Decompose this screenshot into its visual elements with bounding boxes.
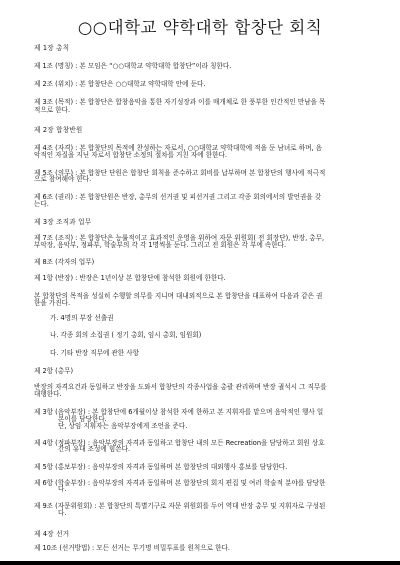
paragraph-line: 대행한다. xyxy=(34,390,62,398)
paragraph-line: 다. xyxy=(58,509,67,517)
chapter-heading: 제 1장 총칙 xyxy=(34,44,70,52)
paragraph-line: 제 2조 (위치) : 본 합창단은 ○○대학교 약학대학 안에 둔다. xyxy=(34,80,206,88)
paragraph-line: 다. xyxy=(58,485,67,493)
paragraph-line: 간의 유대 조성에 힘쓴다. xyxy=(58,445,131,453)
paragraph-line: 제 2항 (총무) xyxy=(34,367,74,375)
list-item: 가. 4명의 부장 선출권 xyxy=(50,314,114,322)
paragraph-line: 는다. xyxy=(34,200,49,208)
page-bottom-border xyxy=(0,561,400,565)
document-title: ○○대학교 약학대학 합창단 회칙 xyxy=(77,18,323,37)
paragraph-line: 제 9조 (자문위원회) : 본 합창단의 특별기구로 자문 위원회를 두어 역대 반장 총무 및 지휘자로 구성된 xyxy=(34,502,326,510)
list-item: 나. 각종 회의 소집권 ( 정기 총회, 임시 총회, 임원회) xyxy=(50,331,202,339)
chapter-heading: 제 2장 합창반원 xyxy=(34,126,83,134)
paragraph-line: 제 5항 (홍보부장) : 음악부장의 자격과 동일하며 본 합창단의 대외행사 홍보를 담당한다. xyxy=(34,463,288,471)
chapter-heading: 제 3장 조직과 업무 xyxy=(34,218,92,226)
paragraph-line: 한을 가진다. xyxy=(34,299,71,307)
list-item: 다. 기타 반장 직무에 관한 사항 xyxy=(50,349,140,357)
paragraph-line: 본 합창단의 목적을 성실히 수행할 의무를 지니며 대내외적으로 본 합창단을 대표하여 다음과 같은 권 xyxy=(34,292,323,300)
paragraph-line: 제 1조 (명칭) : 본 모임은 “○○대학교 약학대학 합창단”이라 칭한다. xyxy=(34,62,232,70)
paragraph-line: 제 7조 (조직) : 본 합창단은 능률적이고 효과적인 운영을 위하여 자문 위원회( 전 회장단), 반장, 총무, xyxy=(34,234,325,242)
paragraph-line: 적으로 한다. xyxy=(34,106,71,114)
chapter-heading: 제 4장 선거 xyxy=(34,530,70,538)
paragraph-line: 단, 상임 지휘자는 음악부장에게 조언을 준다. xyxy=(58,422,188,430)
paragraph-line: 제 5조 (의무) : 본 합창단 단원은 합창단 회칙을 준수하고 회비를 납부하며 본 합창단의 행사에 적극적 xyxy=(34,169,326,177)
paragraph-line: 제 3항 (음악부장) : 본 합창단에 6개월이상 참석한 자에 한하고 본 지휘자를 맡으며 음악적인 행사 일 xyxy=(34,408,324,416)
paragraph-line: 제 8조 (각자의 업무) xyxy=(34,258,95,266)
paragraph-line: 제 6조 (권리) : 본 합창단원은 반장, 총무의 선거권 및 피선거권 그리고 각종 회의에서의 발언권을 갖 xyxy=(34,193,322,201)
paragraph-line: 제 10조 (선거방법) : 모든 선거는 무기명 비밀투표를 원칙으로 한다. xyxy=(34,544,230,552)
paragraph-line: 제 3조 (목적) : 본 합창단은 합창음악을 통한 자기성장과 이를 매개체로 한 풍부한 인간적인 만남을 목 xyxy=(34,98,326,106)
paragraph-line: 제 4항 (정파부장) : 음악부장의 자격과 동일하고 합창단 내의 모든 Recreation을 담당하고 회원 상호 xyxy=(34,439,325,447)
paragraph-line: 본이를 담당한다. xyxy=(58,415,107,423)
paragraph-line: 제 1항 (반장) : 반장은 1년이상 본 합창단에 참석한 회원에 한한다. xyxy=(34,274,226,282)
paragraph-line: 제 6항 (학술부장) : 음악부장의 자격과 동일하며 본 합창단의 회지 편집 및 여러 학술적 분야를 담당한 xyxy=(34,479,326,487)
paragraph-line: 부악장, 음악부, 정파부, 학술부의 각 각 1명씩을 둔다. 그리고 전 회원은 각 부에 속한다. xyxy=(34,241,287,249)
paragraph-line: 제 4조 (자격) : 본 합창단의 목적에 찬성하는 자로서, ○○대학교 약학대학에 적을 둔 남녀로 하며, 음 xyxy=(34,144,323,152)
paragraph-line: 으로 참여해야 한다. xyxy=(34,175,92,183)
paragraph-line: 악적인 자질을 지닌 자로서 합창단 소정의 절차를 거친 자에 한한다. xyxy=(34,151,227,159)
paragraph-line: 반장의 자격요건과 동일하고 반장을 도와서 합창단의 각종사업을 총괄 관리하며 반장 궐석시 그 직무를 xyxy=(34,383,327,391)
